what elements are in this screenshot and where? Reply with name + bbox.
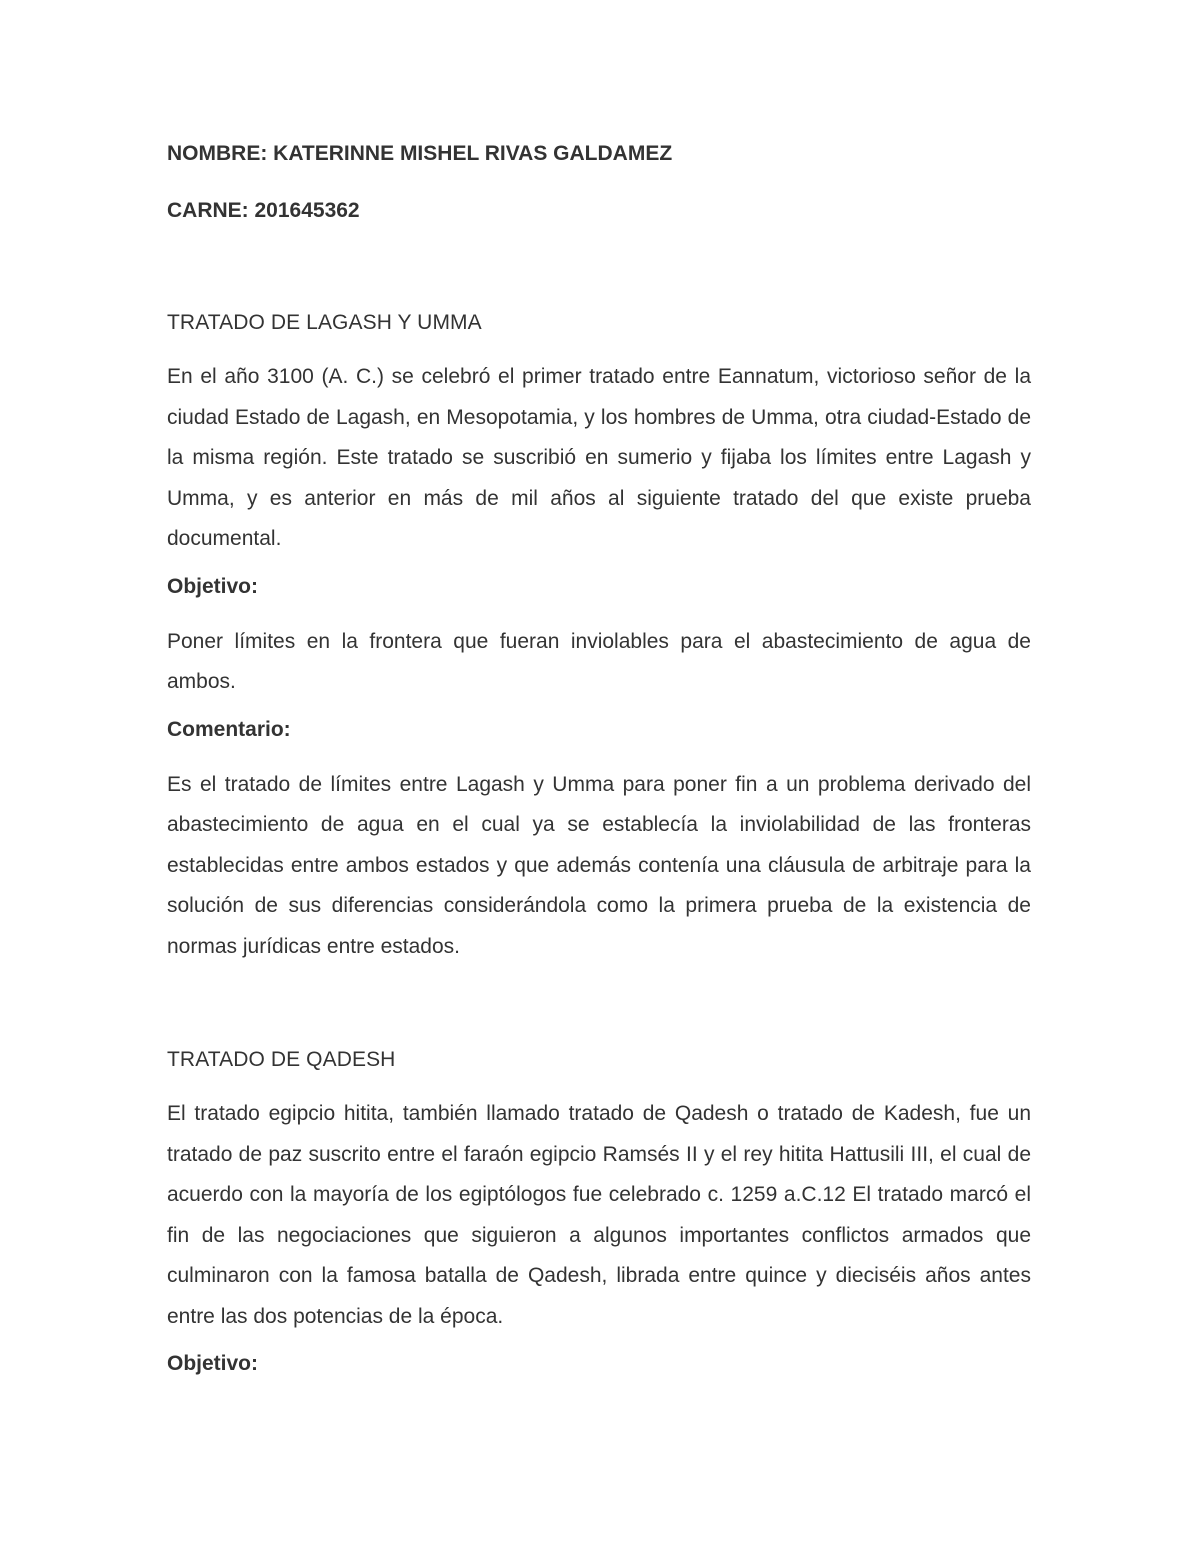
section-title-qadesh: TRATADO DE QADESH xyxy=(167,1048,396,1071)
qadesh-intro: El tratado egipcio hitita, también llamado tratado de Qadesh o tratado de Kadesh, fue un tratado de paz suscrito entre el faraón egipcio Ramsés II y el rey hitita Hattusili III, el cual de acuerdo con la mayoría de los egiptólogos fue celebrado c. 1259 a.C.12 El tratado marcó el fin de las negociaciones que siguieron a algunos importantes conflictos armados que culminaron con la famosa batalla de Qadesh, librada entre quince y dieciséis años antes entre las dos potencias de la época. xyxy=(167,1102,1031,1328)
lagash-umma-objective-text: Poner límites en la frontera que fueran inviolables para el abastecimiento de agua de ambos. xyxy=(167,629,1031,693)
document-body xyxy=(167,140,1031,1378)
lagash-umma-comment-text: Es el tratado de límites entre Lagash y Umma para poner fin a un problema derivado del abastecimiento de agua en el cual ya se establecía la inviolabilidad de las fronteras establecidas entre ambos estados y que además contenía una cláusula de arbitraje para la solución de sus diferencias considerándola como la primera prueba de la existencia de normas jurídicas entre estados. xyxy=(167,772,1031,958)
lagash-umma-intro: En el año 3100 (A. C.) se celebró el primer tratado entre Eannatum, victorioso señor de la ciudad Estado de Lagash, en Mesopotamia, y los hombres de Umma, otra ciudad-Estado de la misma región. Este tratado se suscribió en sumerio y fijaba los límites entre Lagash y Umma, y es anterior en más de mil años al siguiente tratado del que existe prueba documental. xyxy=(167,365,1031,550)
lagash-umma-objective-label: Objetivo: xyxy=(167,574,259,598)
section-title-lagash-umma: TRATADO DE LAGASH Y UMMA xyxy=(167,311,482,334)
student-carne: CARNE: 201645362 xyxy=(167,199,360,222)
student-name: NOMBRE: KATERINNE MISHEL RIVAS GALDAMEZ xyxy=(167,142,673,165)
lagash-umma-comment-label: Comentario: xyxy=(167,717,291,741)
qadesh-objective-label: Objetivo: xyxy=(167,1352,259,1375)
